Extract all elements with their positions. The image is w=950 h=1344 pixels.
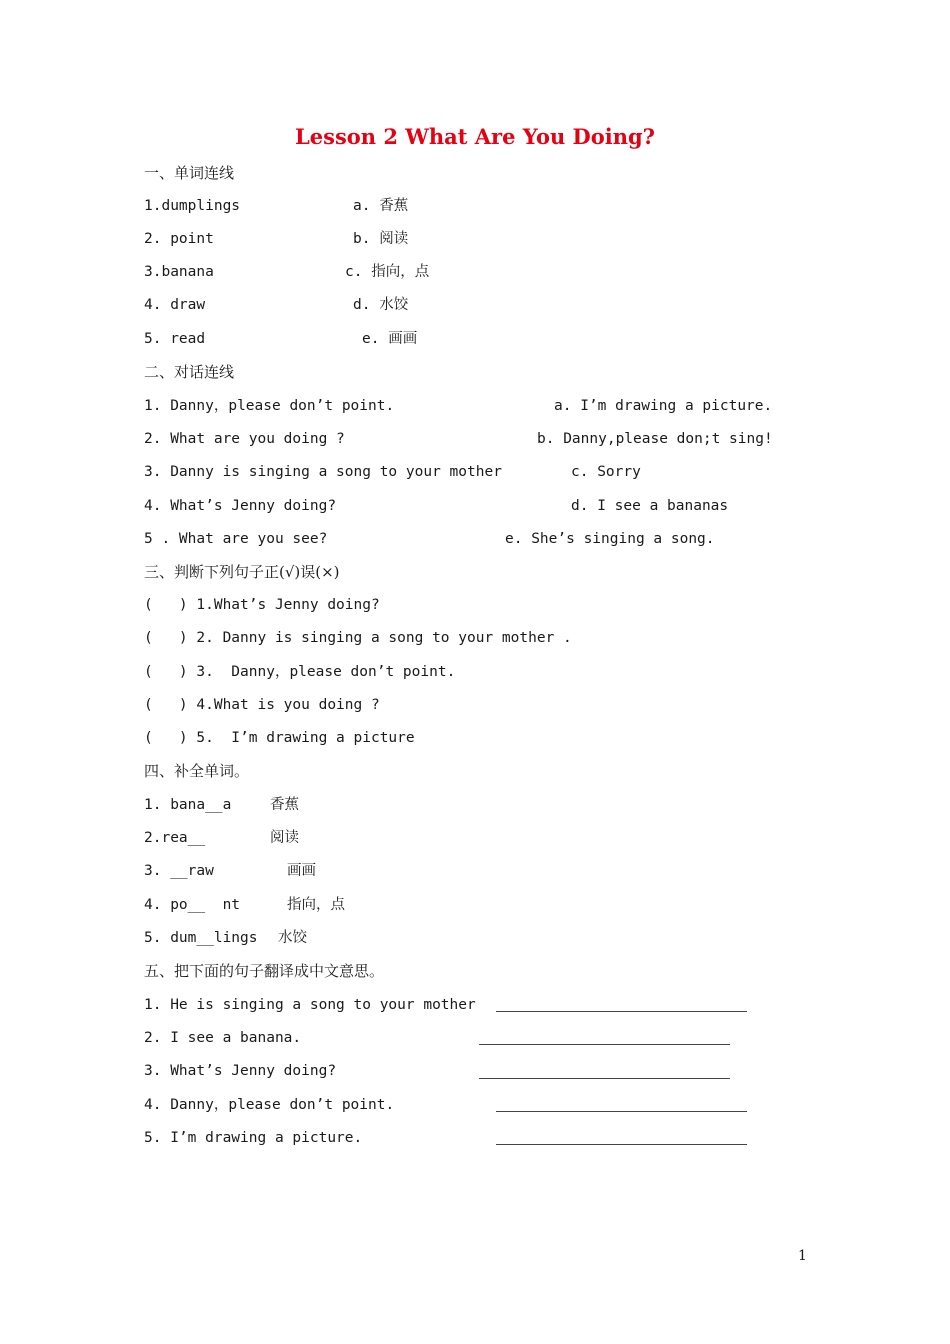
section-2-heading: 二、对话连线	[144, 363, 235, 381]
fill-word-meaning: 香蕉	[270, 797, 299, 813]
page-title: Lesson 2 What Are You Doing?	[295, 124, 655, 149]
fill-word-meaning: 画画	[287, 863, 316, 879]
word-left-item: 4. draw	[144, 297, 206, 313]
fill-word-meaning: 指向，点	[287, 897, 345, 913]
word-right-item: c. 指向，点	[345, 264, 430, 280]
answer-blank[interactable]	[496, 1011, 747, 1012]
dialog-left-item: 3. Danny is singing a song to your mother	[144, 464, 502, 480]
dialog-left-item: 4. What’s Jenny doing?	[144, 498, 337, 514]
translation-item: 4. Danny，please don’t point.	[144, 1097, 395, 1113]
judgement-item: ( ) 5. I’m drawing a picture	[144, 730, 415, 746]
section-1-heading: 一、单词连线	[144, 164, 235, 182]
judgement-item: ( ) 2. Danny is singing a song to your mother .	[144, 630, 572, 646]
fill-word-meaning: 阅读	[270, 830, 299, 846]
fill-word-item: 1. bana__a	[144, 797, 232, 813]
translation-item: 5. I’m drawing a picture.	[144, 1130, 363, 1146]
word-right-item: a. 香蕉	[353, 198, 409, 214]
dialog-right-item: c. Sorry	[571, 464, 641, 480]
answer-blank[interactable]	[496, 1111, 747, 1112]
fill-word-meaning: 水饺	[278, 930, 307, 946]
answer-blank[interactable]	[479, 1078, 730, 1079]
section-4-heading: 四、补全单词。	[144, 762, 250, 780]
word-left-item: 5. read	[144, 331, 206, 347]
fill-word-item: 3. __raw	[144, 863, 214, 879]
word-left-item: 3.banana	[144, 264, 214, 280]
dialog-right-item: e. She’s singing a song.	[505, 531, 715, 547]
fill-word-item: 2.rea__	[144, 830, 206, 846]
dialog-left-item: 5 . What are you see?	[144, 531, 328, 547]
word-right-item: b. 阅读	[353, 231, 409, 247]
judgement-item: ( ) 1.What’s Jenny doing?	[144, 597, 380, 613]
judgement-item: ( ) 3. Danny，please don’t point.	[144, 664, 456, 680]
dialog-left-item: 1. Danny，please don’t point.	[144, 398, 395, 414]
fill-word-item: 5. dum__lings	[144, 930, 258, 946]
section-5-heading: 五、把下面的句子翻译成中文意思。	[144, 962, 385, 980]
translation-item: 3. What’s Jenny doing?	[144, 1063, 337, 1079]
section-3-heading: 三、判断下列句子正(√)误(×)	[144, 563, 340, 581]
answer-blank[interactable]	[496, 1144, 747, 1145]
dialog-left-item: 2. What are you doing ?	[144, 431, 345, 447]
page-number: 1	[798, 1248, 807, 1264]
dialog-right-item: a. I’m drawing a picture.	[554, 398, 773, 414]
word-right-item: e. 画画	[362, 331, 418, 347]
dialog-right-item: b. Danny,please don;t sing!	[537, 431, 773, 447]
fill-word-item: 4. po__ nt	[144, 897, 241, 913]
word-left-item: 2. point	[144, 231, 214, 247]
translation-item: 1. He is singing a song to your mother	[144, 997, 476, 1013]
answer-blank[interactable]	[479, 1044, 730, 1045]
word-right-item: d. 水饺	[353, 297, 409, 313]
translation-item: 2. I see a banana.	[144, 1030, 302, 1046]
word-left-item: 1.dumplings	[144, 198, 241, 214]
dialog-right-item: d. I see a bananas	[571, 498, 729, 514]
judgement-item: ( ) 4.What is you doing ?	[144, 697, 380, 713]
